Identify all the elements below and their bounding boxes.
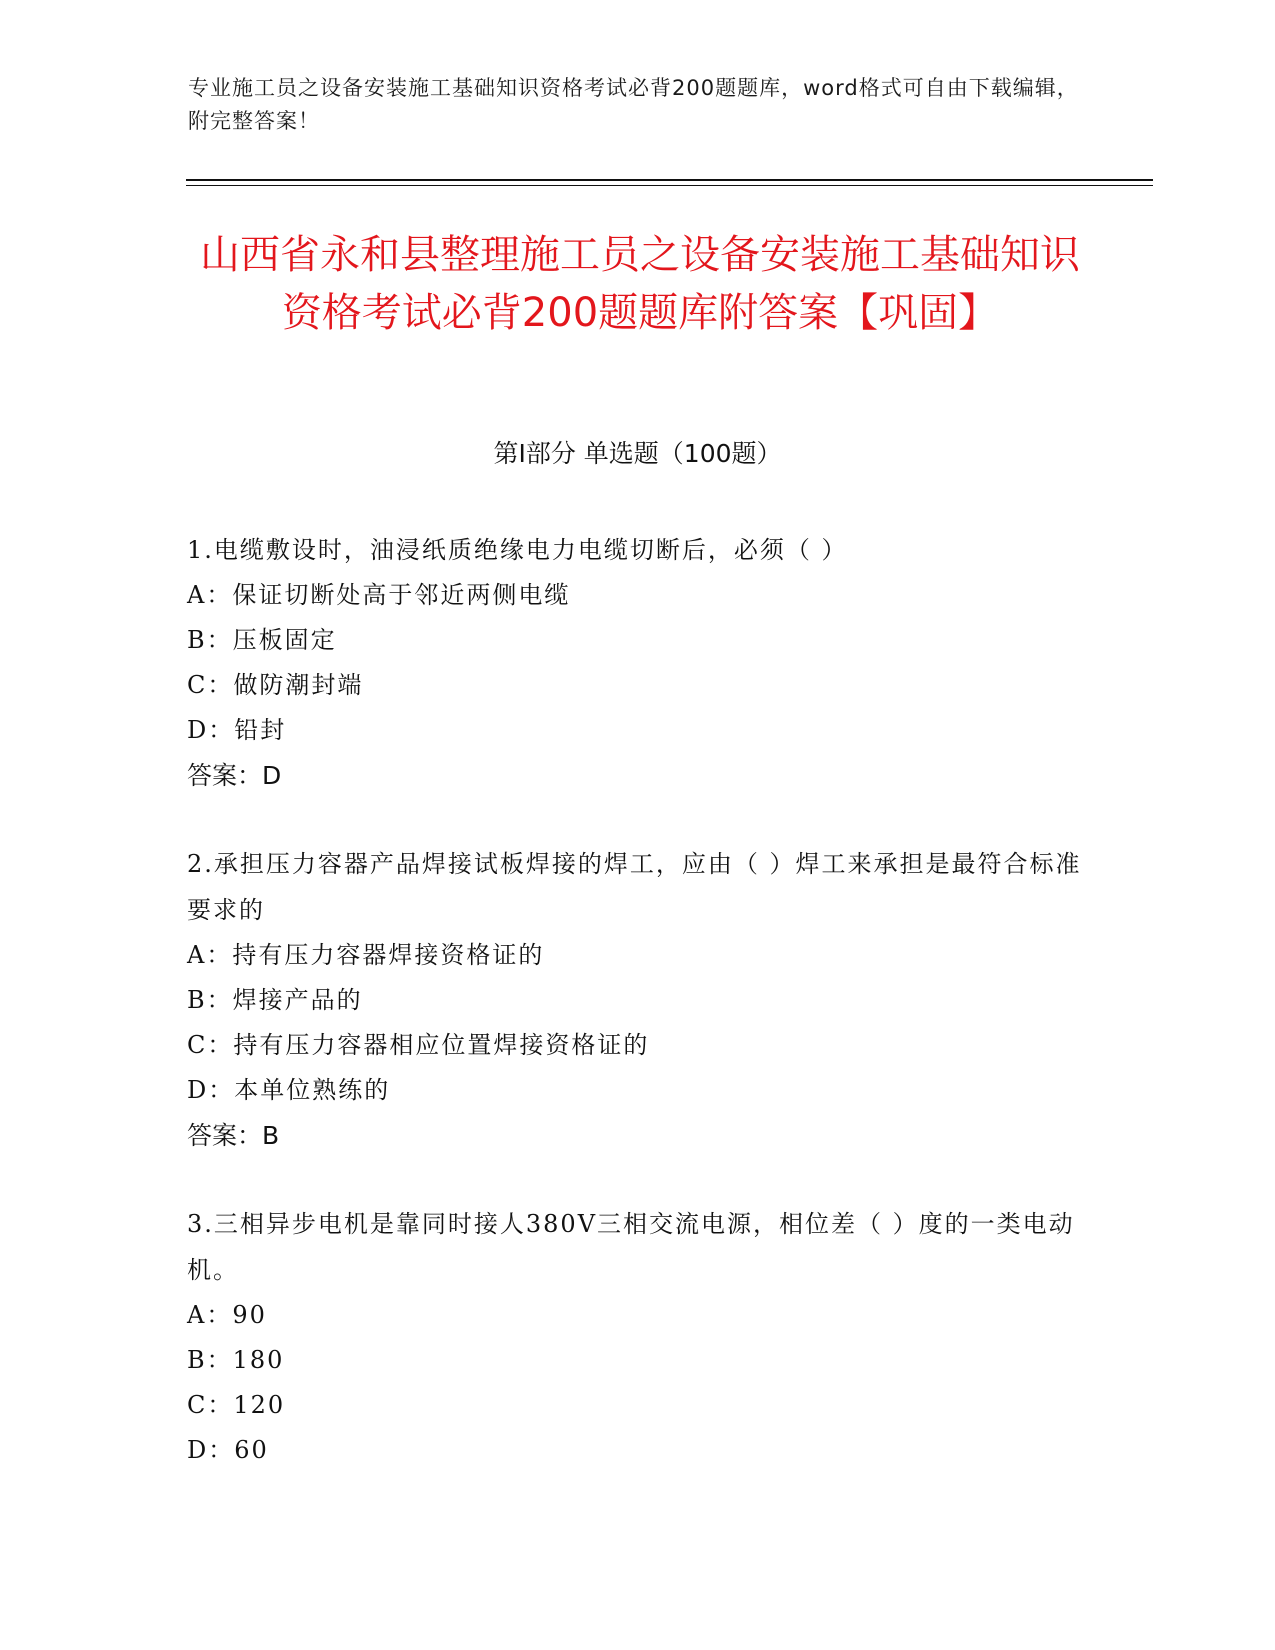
question-stem: 2.承担压力容器产品焊接试板焊接的焊工，应由（ ）焊工来承担是最符合标准要求的: [187, 850, 1082, 924]
option-c: C：120: [187, 1391, 286, 1419]
section-title: 第I部分 单选题（100题）: [493, 439, 782, 468]
option-b: B：压板固定: [187, 626, 337, 654]
option-c: C：持有压力容器相应位置焊接资格证的: [187, 1031, 650, 1059]
option-a: A：保证切断处高于邻近两侧电缆: [187, 581, 571, 609]
question-1: [187, 527, 1087, 799]
question-stem: 3.三相异步电机是靠同时接人380V三相交流电源，相位差（ ）度的一类电动机。: [187, 1210, 1075, 1284]
header-note: 专业施工员之设备安装施工基础知识资格考试必背200题题库，word格式可自由下载编辑，附完整答案！: [188, 76, 1079, 133]
header-rule-thick: [186, 179, 1153, 181]
option-d: D：本单位熟练的: [187, 1076, 391, 1104]
answer: 答案：D: [187, 761, 282, 790]
header-rule-thin: [186, 185, 1153, 186]
question-3: [187, 1201, 1087, 1473]
question-list: [187, 527, 1087, 1515]
answer: 答案：B: [187, 1121, 280, 1150]
option-a: A：90: [187, 1301, 267, 1329]
option-b: B：180: [187, 1346, 285, 1374]
question-stem: 1.电缆敷设时，油浸纸质绝缘电力电缆切断后，必须（ ）: [187, 536, 848, 564]
option-d: D：铅封: [187, 716, 287, 744]
option-d: D：60: [187, 1436, 269, 1464]
question-2: [187, 841, 1087, 1159]
document-title: 山西省永和县整理施工员之设备安装施工基础知识资格考试必背200题题库附答案【巩固】: [200, 232, 1080, 336]
option-b: B：焊接产品的: [187, 986, 363, 1014]
option-a: A：持有压力容器焊接资格证的: [187, 941, 545, 969]
option-c: C：做防潮封端: [187, 671, 364, 699]
